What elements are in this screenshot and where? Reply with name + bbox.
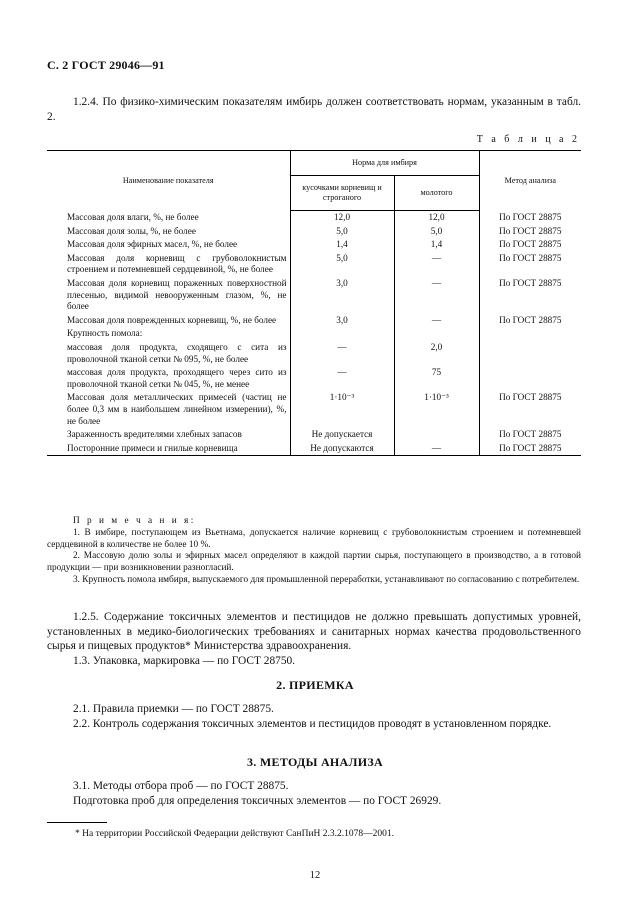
table-row <box>47 225 581 239</box>
cell-pieces: Не допускаются <box>290 442 394 456</box>
paragraph-2-2 <box>47 717 581 732</box>
cell-method: По ГОСТ 28875 <box>499 277 562 288</box>
footnote-divider <box>47 822 107 823</box>
paragraph-2-2-text: 2.2. Контроль содержания токсичных элементов и пестицидов проводят в установленном порядке. <box>73 718 552 730</box>
cell-method: По ГОСТ 28875 <box>499 314 562 325</box>
table-row <box>47 314 581 328</box>
table-row <box>47 277 581 314</box>
note-1: 1. В имбире, поступающем из Вьетнама, допускается наличие корневищ с грубоволокнистым строением и потемневшей сердцевиной в количестве не более 10 %. <box>47 527 581 550</box>
cell-ground: — <box>394 252 479 277</box>
notes-title: П р и м е ч а н и я: <box>73 516 196 526</box>
cell-method <box>479 341 581 366</box>
cell-indicator: Массовая доля влаги, %, не более <box>47 211 290 225</box>
cell-ground: — <box>394 277 479 314</box>
cell-pieces: 1·10⁻³ <box>290 391 394 428</box>
cell-pieces: Не допускается <box>290 428 394 442</box>
cell-ground <box>394 327 479 341</box>
table-row <box>47 391 581 428</box>
table-body <box>47 211 581 456</box>
paragraph-1-3-text: 1.3. Упаковка, маркировка — по ГОСТ 28750. <box>73 655 296 667</box>
cell-indicator: Массовая доля корневищ с грубоволокнистым строением и потемневшей сердцевиной, %, не более <box>47 252 290 277</box>
table-notes <box>47 516 581 587</box>
paragraph-3-1-b <box>47 794 581 809</box>
table-2 <box>47 150 581 456</box>
header-indicator: Наименование показателя <box>47 151 290 211</box>
paragraph-1-2-5 <box>47 610 581 654</box>
table-row <box>47 366 581 391</box>
cell-method: По ГОСТ 28875 <box>499 239 562 250</box>
table-row <box>47 442 581 456</box>
cell-pieces: — <box>290 341 394 366</box>
cell-indicator: Посторонние примеси и гнилые корневища <box>47 442 290 456</box>
cell-ground: — <box>394 442 479 456</box>
cell-ground: 1·10⁻³ <box>394 391 479 428</box>
table-row <box>47 428 581 442</box>
cell-indicator: Зараженность вредителями хлебных запасов <box>47 428 290 442</box>
cell-pieces: 5,0 <box>290 252 394 277</box>
cell-ground: 75 <box>394 366 479 391</box>
note-2: 2. Массовую долю золы и эфирных масел определяют в каждой партии сырья, поступающего в производство, а в готовой продукции — при возникновении разногласий. <box>47 551 581 574</box>
cell-method: По ГОСТ 28875 <box>499 211 562 222</box>
section-3-title: 3. МЕТОДЫ АНАЛИЗА <box>247 755 383 769</box>
header-pieces: кусочками корневищ и строганого <box>290 176 394 211</box>
table-row <box>47 211 581 225</box>
cell-ground: — <box>394 314 479 328</box>
cell-indicator: Массовая доля поврежденных корневищ, %, не более <box>47 314 290 328</box>
cell-pieces: 5,0 <box>290 225 394 239</box>
header-method: Метод анализа <box>479 151 581 211</box>
cell-method <box>479 327 581 341</box>
footnote: * На территории Российской Федерации действуют СанПиН 2.3.2.1078—2001. <box>75 829 395 839</box>
cell-method: По ГОСТ 28875 <box>499 392 562 403</box>
cell-pieces: 3,0 <box>290 314 394 328</box>
paragraph-1-2-5-text: 1.2.5. Содержание токсичных элементов и пестицидов не должно превышать допустимых уровней, установленных в медико-биологических требованиях и санитарных нормах качества продовольственного сырья и пищевых продуктов* Министерства здравоохранения. <box>47 611 581 652</box>
cell-ground: 5,0 <box>394 225 479 239</box>
page-number: 12 <box>309 870 321 881</box>
cell-method <box>479 366 581 391</box>
cell-pieces: — <box>290 366 394 391</box>
paragraph-3-1-text: 3.1. Методы отбора проб — по ГОСТ 28875. <box>73 780 289 792</box>
cell-method: По ГОСТ 28875 <box>499 225 562 236</box>
paragraph-1-2-4 <box>47 95 581 124</box>
table-caption: Т а б л и ц а 2 <box>476 134 580 145</box>
table-row <box>47 238 581 252</box>
paragraph-2-1 <box>47 702 581 717</box>
paragraph-2-1-text: 2.1. Правила приемки — по ГОСТ 28875. <box>73 703 274 715</box>
cell-indicator: массовая доля продукта, проходящего через сито из проволочной тканой сетки № 045, %, не менее <box>47 366 290 391</box>
note-3: 3. Крупность помола имбиря, выпускаемого для промышленной переработки, устанавливают по согласованию с потребителем. <box>73 574 580 585</box>
section-2-title: 2. ПРИЕМКА <box>276 678 354 692</box>
cell-indicator: Крупность помола: <box>47 327 290 341</box>
cell-indicator: массовая доля продукта, сходящего с сита из проволочной тканой сетки № 095, %, не более <box>47 341 290 366</box>
cell-indicator: Массовая доля эфирных масел, %, не более <box>47 238 290 252</box>
cell-pieces: 12,0 <box>290 211 394 225</box>
header-norm: Норма для имбиря <box>290 151 479 176</box>
paragraph-1-3 <box>47 654 581 669</box>
cell-indicator: Массовая доля металлических примесей (частиц не более 0,3 мм в наибольшем линейном измерении), %, не более <box>47 391 290 428</box>
cell-method: По ГОСТ 28875 <box>479 442 581 456</box>
cell-pieces: 3,0 <box>290 277 394 314</box>
table-row <box>47 252 581 277</box>
cell-ground: 12,0 <box>394 211 479 225</box>
cell-method: По ГОСТ 28875 <box>499 429 562 440</box>
paragraph-3-1 <box>47 779 581 794</box>
cell-method: По ГОСТ 28875 <box>499 252 562 263</box>
cell-ground: 1,4 <box>394 238 479 252</box>
cell-ground: 2,0 <box>394 341 479 366</box>
cell-pieces: 1,4 <box>290 238 394 252</box>
table-row <box>47 327 581 341</box>
cell-indicator: Массовая доля корневищ пораженных поверхностной плесенью, видимой невооруженным глазом, %, не более <box>47 277 290 314</box>
cell-indicator: Массовая доля золы, %, не более <box>47 225 290 239</box>
paragraph-3-1-b-text: Подготовка проб для определения токсичных элементов — по ГОСТ 26929. <box>73 795 442 807</box>
table-row <box>47 341 581 366</box>
cell-pieces <box>290 327 394 341</box>
header-ground: молотого <box>394 176 479 211</box>
page-header: С. 2 ГОСТ 29046—91 <box>47 58 165 72</box>
cell-ground <box>394 428 479 442</box>
paragraph-1-2-4-text: 1.2.4. По физико-химическим показателям имбирь должен соответствовать нормам, указанным в табл. 2. <box>47 96 581 123</box>
